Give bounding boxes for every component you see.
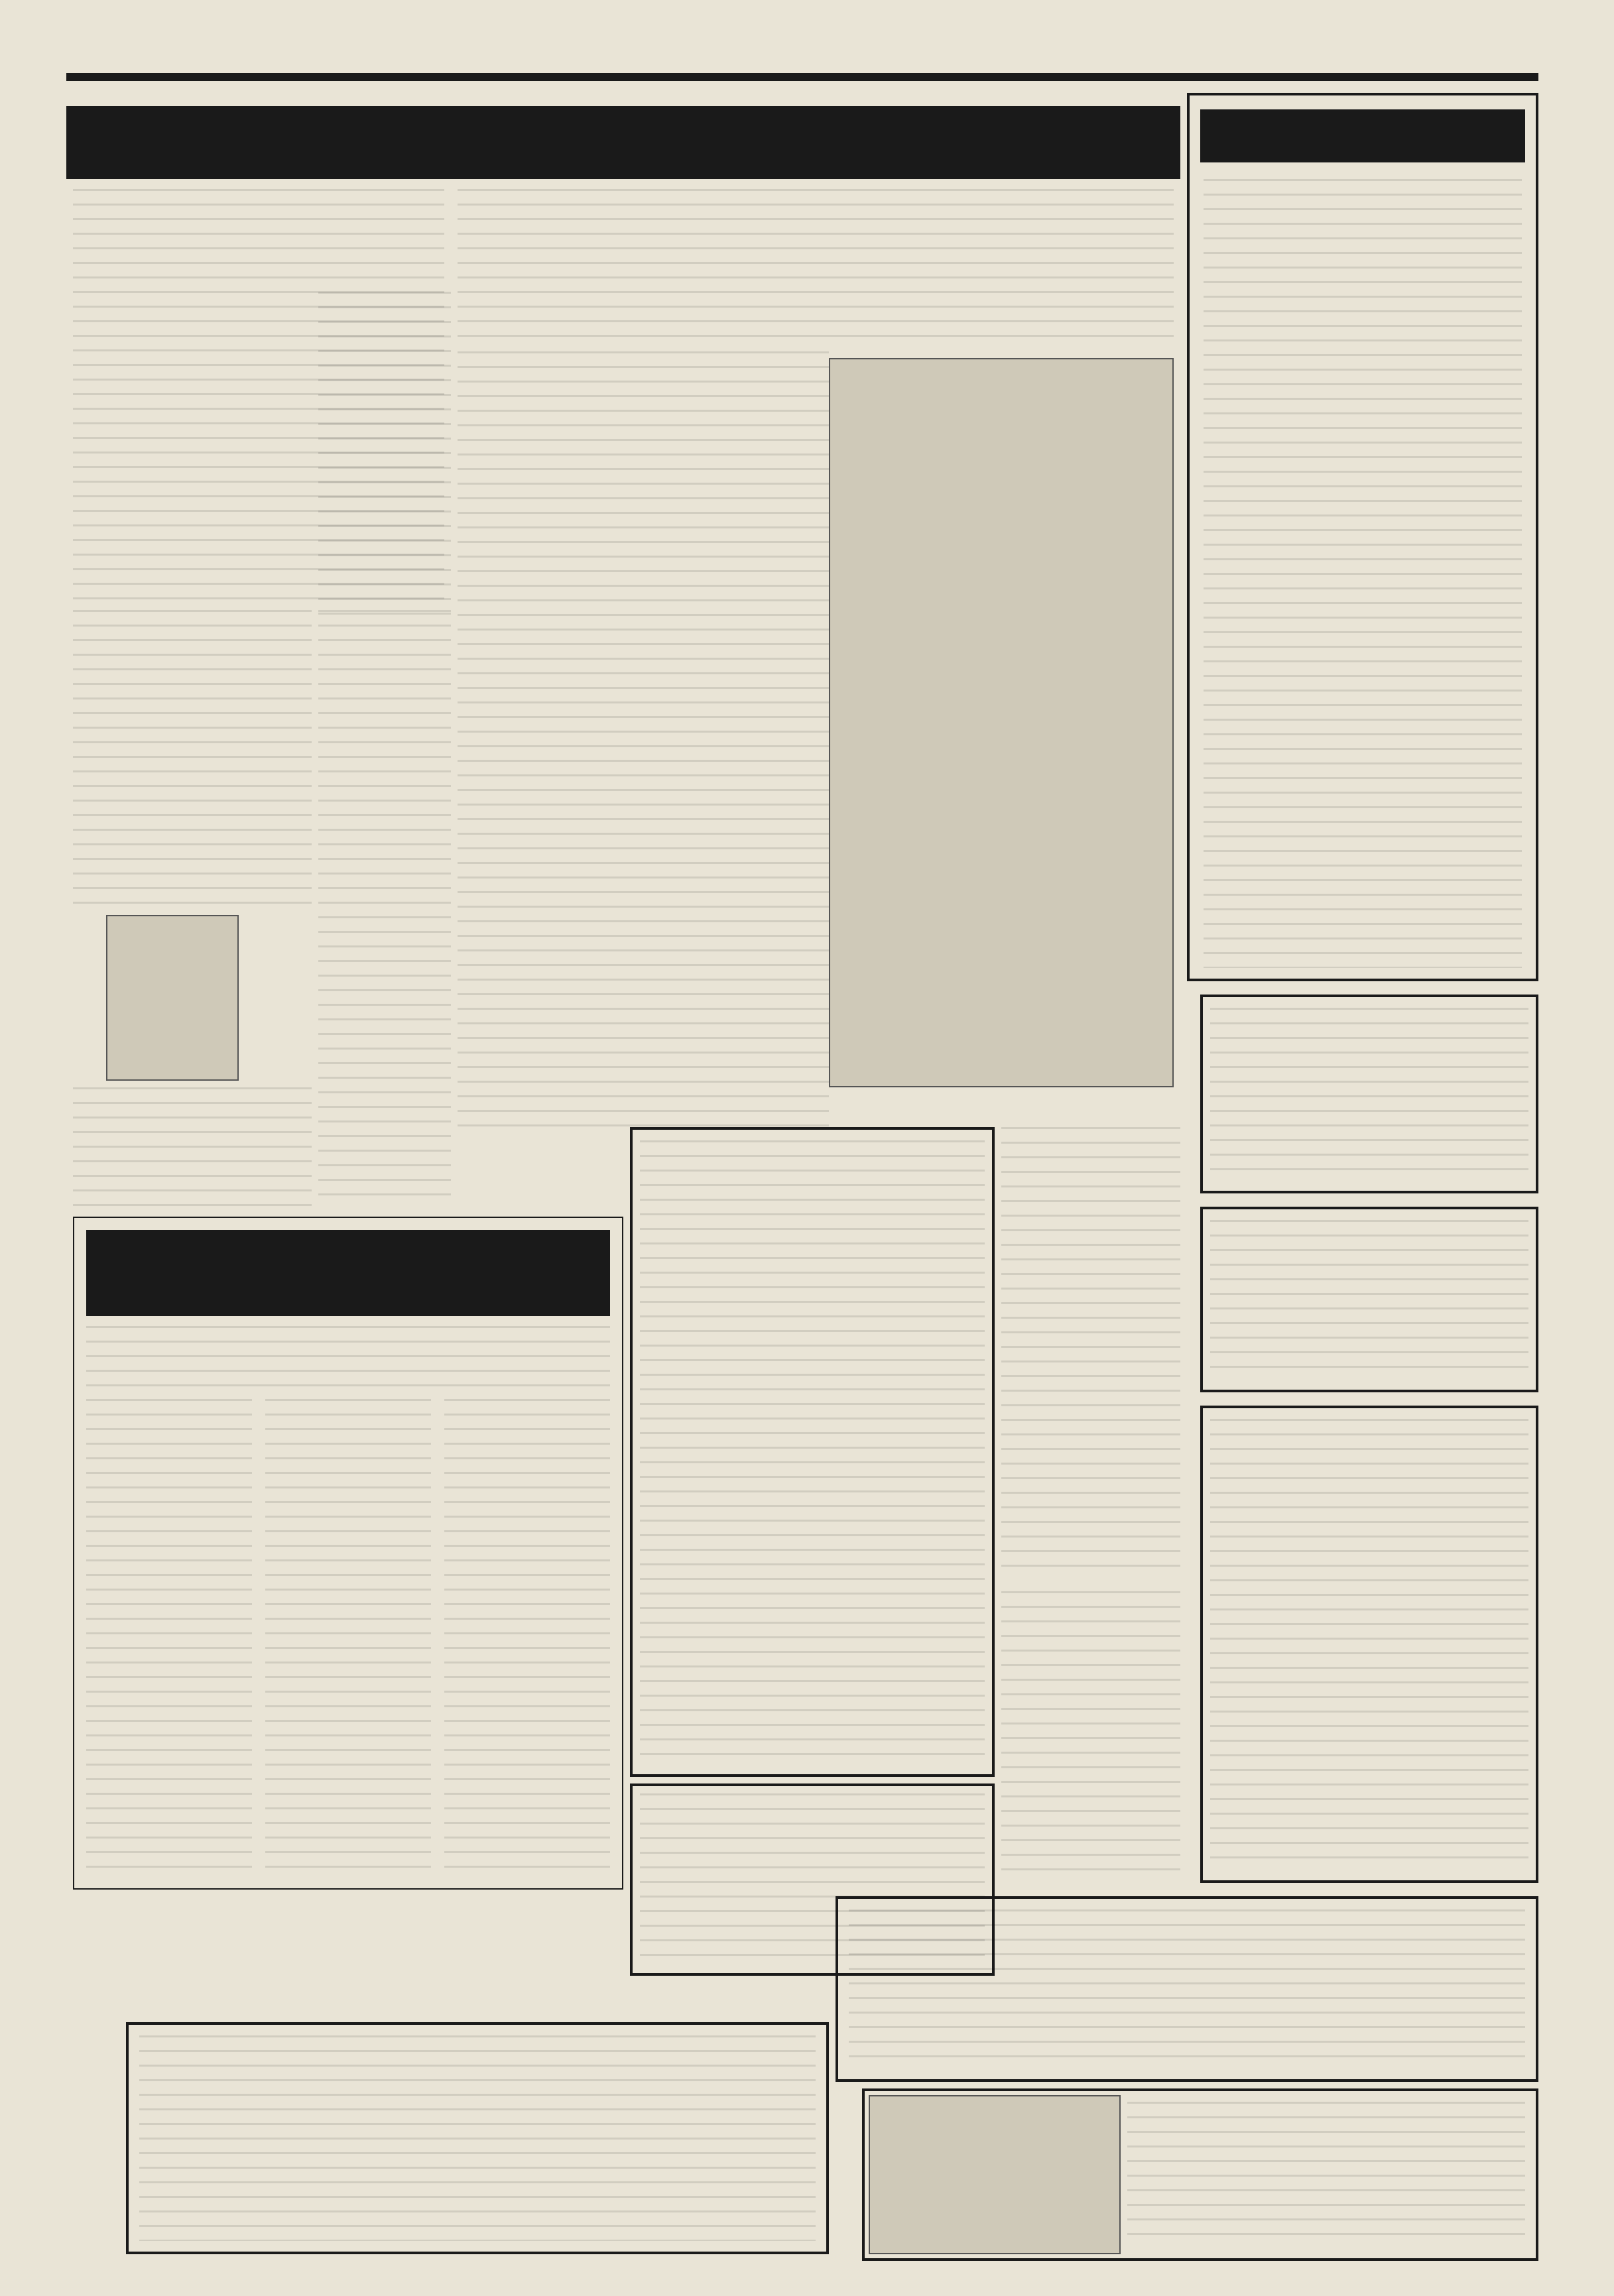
sidebar-box-body [1204,179,1522,968]
ad-tyres-body [1127,2102,1525,2248]
pools-intro [86,1326,610,1392]
article-referee-kalaitzakis [1001,1127,1180,1578]
pools-column-2 [265,1399,431,1876]
cartoon-illustration [829,358,1174,1087]
article-left-column-2 [318,292,451,623]
invitation-shop-body [139,2035,816,2241]
article-marathon [1001,1591,1180,1883]
article-left-mid [73,610,312,915]
section-banner [66,106,1180,179]
pools-logo [86,1230,610,1316]
invitation-tropical-body [1210,1220,1528,1379]
article-left-lower [73,1087,312,1207]
article-motorcycle-body [640,1140,985,1764]
sidebar-box-header [1200,109,1525,162]
pools-column-3 [444,1399,610,1876]
memorial-body [1210,1008,1528,1180]
article-pae-ofh-body [458,351,829,1134]
ad-new-offers-body [1210,1419,1528,1870]
player-photo [106,915,239,1081]
article-center-ergotelis [318,610,451,1207]
masthead-rule [66,73,1538,81]
pools-column-1 [86,1399,252,1876]
tyre-image [869,2095,1121,2254]
article-pae-ofh-headline [458,189,1174,341]
ad-swimming-body [849,1909,1525,2069]
